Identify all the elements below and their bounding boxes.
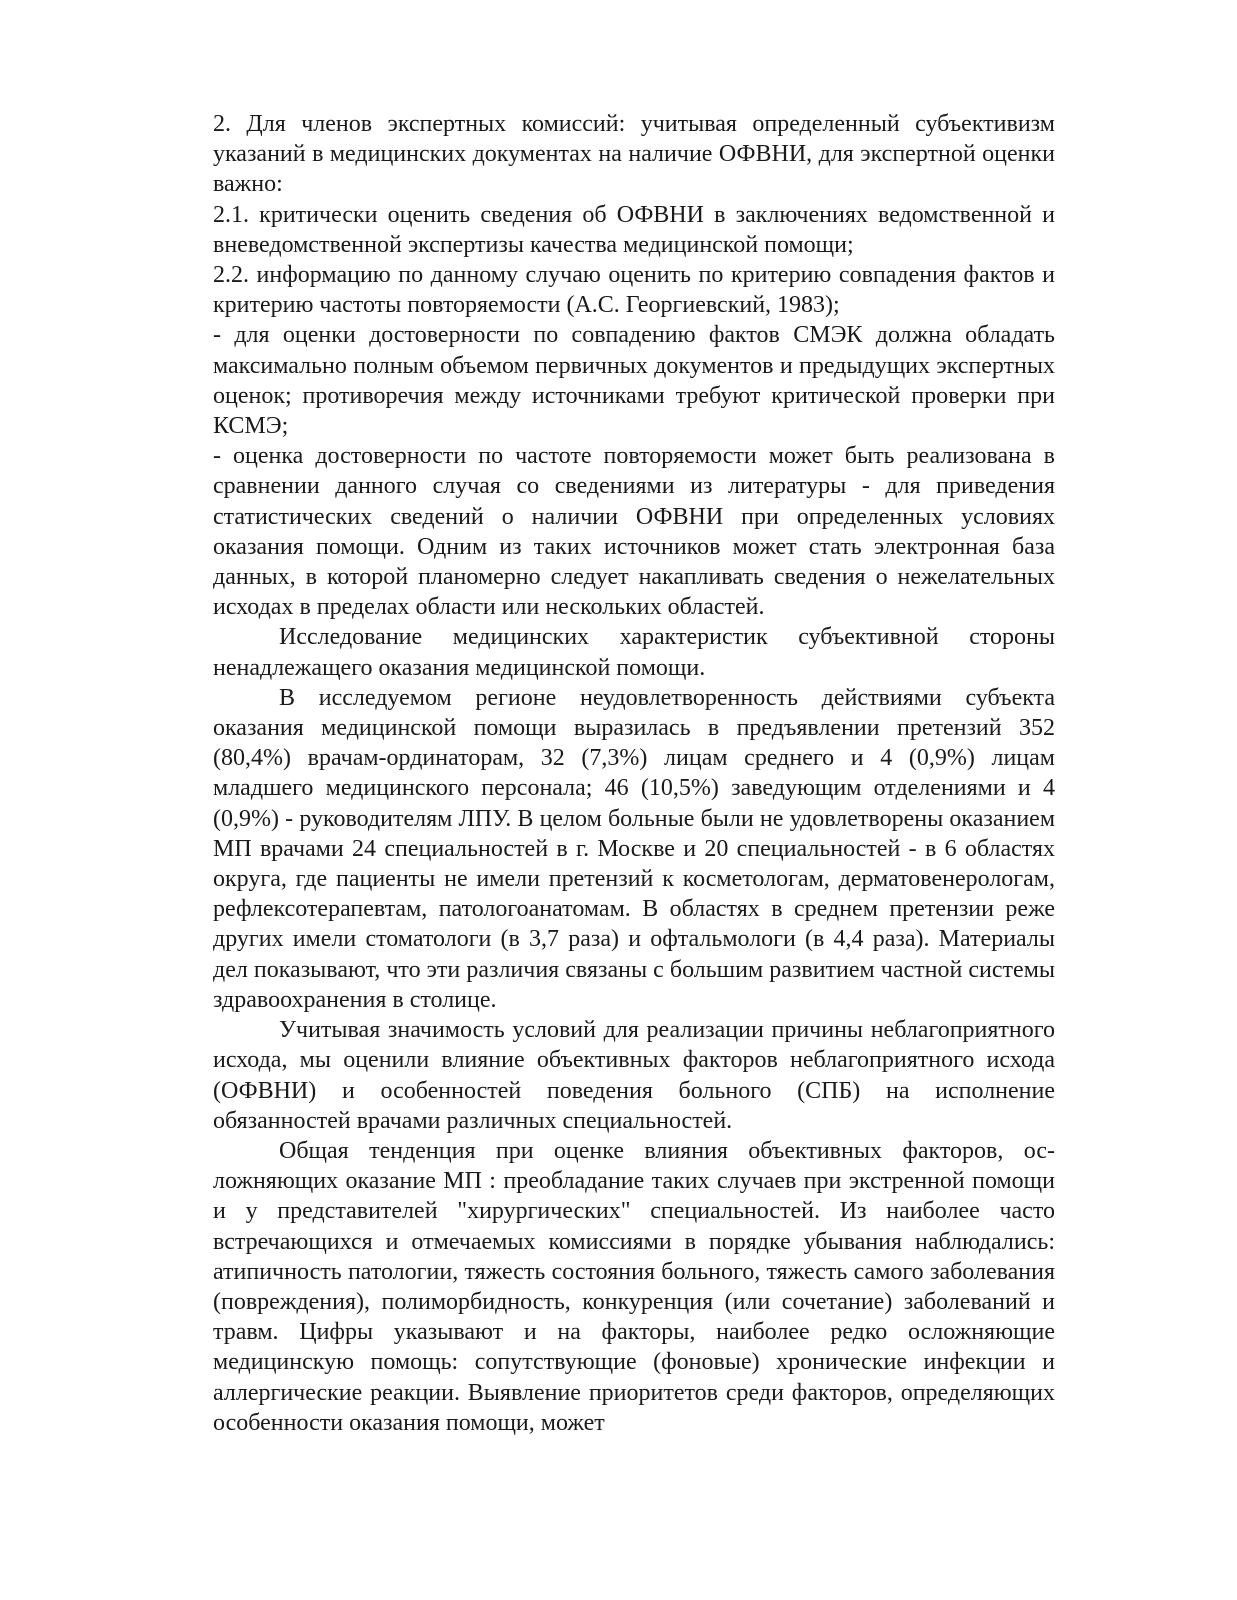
paragraph-item-2-1: 2.1. критически оценить сведения об ОФВНИ в заключениях ведомственной и вневедомственной экспертизы качества медицинской помощи; [213, 201, 1055, 258]
paragraph-conditions-impact: Учитывая значимость условий для реализации причины неблагоприятного исхода, мы оценили влияние объективных факторов неблагоприятного исхода (ОФВНИ) и особенностей поведения больного (СПБ) на исполнение обязанностей врачами различных специальностей. [213, 1017, 1055, 1134]
paragraph-fact-coincidence: - для оценки достоверности по совпадению фактов СМЭК должна обладать максимально полным объемом первичных документов и предыдущих экспертных оценок; противоречия между источниками требуют критической проверки при КСМЭ; [213, 322, 1055, 440]
paragraph-region-claims: В исследуемом регионе неудовлетворенность действиями субъекта оказания медицинской помощи выразилась в предъявлении претензий 352 (80,4%) врачам-ординаторам, 32 (7,3%) лицам среднего и 4 (0,9%) лицам младшего медицинского персонала; 46 (10,5%) заведующим отделениями и 4 (0,9%) - руководителям ЛПУ. В целом больные были не удовлетворены оказанием МП врачами 24 специальностей в г. Москве и 20 специальностей - в 6 областях округа, где пациенты не имели претензий к косметологам, дерматовенерологам, рефлексотерапевтам, патологоанатомам. В областях в среднем претензии реже других имели стоматологи (в 3,7 раза) и офтальмологи (в 4,4 раза). Материалы дел показывают, что эти различия связаны с большим развитием частной системы здравоохранения в столице. [213, 684, 1055, 1013]
body-text [213, 109, 1055, 1438]
paragraph-general-tendency: Общая тенденция при оценке влияния объективных факторов, осложняющих оказание МП : преобладание таких случаев при экстренной помощи и у представителей "хирургических" специальностей. Из наиболее часто встречающихся и отмечаемых комиссиями в порядке убывания наблюдались: атипичность патологии, тяжесть состояния больного, тяжесть самого заболевания (повреждения), полиморбидность, конкуренция (или сочетание) заболеваний и травм. Цифры указывают и на факторы, наиболее редко осложняющие медицинскую помощь: сопутствующие (фоновые) хронические инфекции и аллергические реакции. Выявление приоритетов среди факторов, определяющих особенности оказания помощи, может [213, 1137, 1055, 1436]
paragraph-item-2-2: 2.2. информацию по данному случаю оценить по критерию совпадения фактов и критерию частоты повторяемости (А.С. Георгиевский, 1983); [213, 262, 1055, 319]
paragraph-expert-commissions-intro: 2. Для членов экспертных комиссий: учитывая определенный субъективизм указаний в медицинских документах на наличие ОФВНИ, для экспертной оценки важно: [213, 111, 1055, 198]
paragraph-repeat-frequency: - оценка достоверности по частоте повторяемости может быть реализована в сравнении данного случая со сведениями из литературы - для приведения статистических сведений о наличии ОФВНИ при определенных условиях оказания помощи. Одним из таких источников может стать электронная база данных, в которой планомерно следует накапливать сведения о нежелательных исходах в пределах области или нескольких областей. [213, 443, 1055, 621]
paragraph-section-heading: Исследование медицинских характеристик субъективной стороны ненадлежащего оказания медицинской помощи. [213, 624, 1055, 681]
